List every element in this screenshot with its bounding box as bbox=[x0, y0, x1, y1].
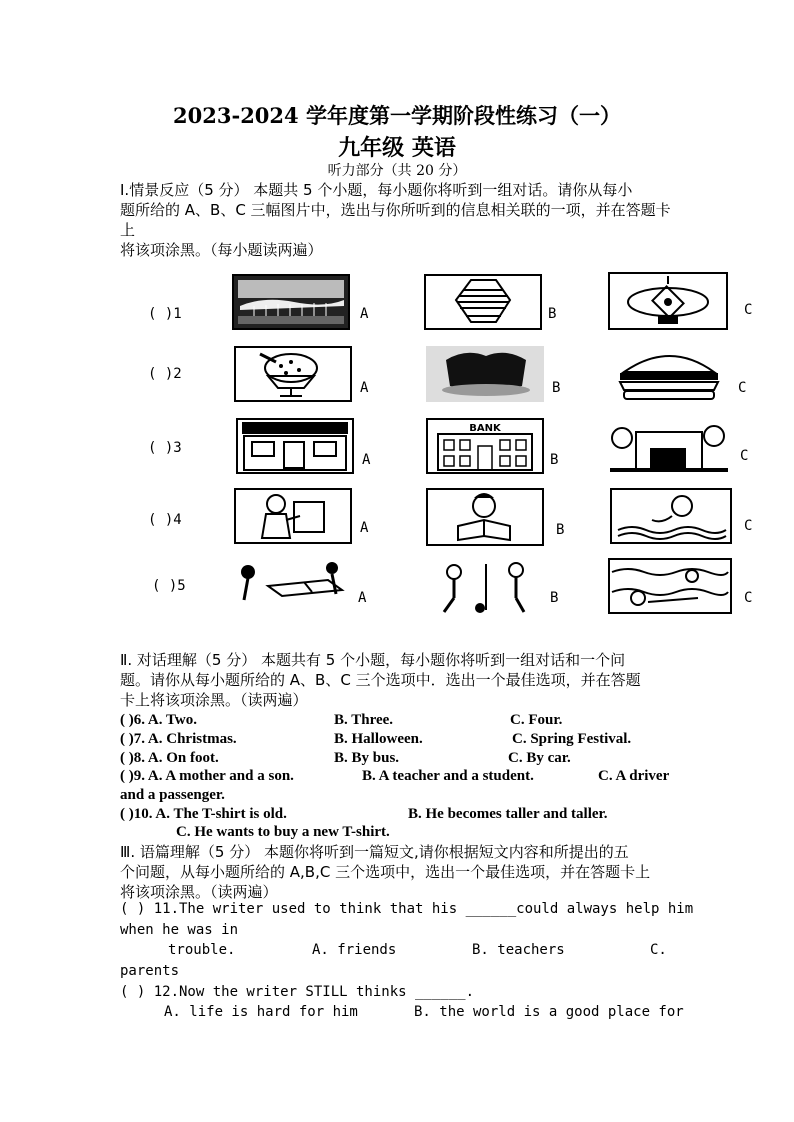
section3-instructions bbox=[120, 842, 680, 902]
question-5-number: ( )5 bbox=[152, 578, 186, 594]
option-3b-label: B bbox=[550, 452, 559, 468]
theater-picture[interactable] bbox=[610, 418, 728, 474]
listening-heading: 听力部分（共 20 分） bbox=[327, 163, 467, 179]
q8-option-b: B. By bus. bbox=[334, 750, 400, 766]
hamburger-illustration bbox=[610, 346, 728, 402]
mooncake-illustration bbox=[426, 346, 544, 402]
q9-option-c: C. A driver bbox=[598, 768, 670, 784]
q12-option-b: B. the world is a good place for bbox=[414, 1004, 684, 1020]
drawing-boy-picture[interactable] bbox=[234, 488, 352, 544]
q11-option-c: C. bbox=[650, 942, 667, 958]
q10-text: ( )10. A. The T-shirt is old. bbox=[120, 806, 287, 822]
bank-illustration bbox=[428, 420, 542, 472]
fu-lantern-picture[interactable] bbox=[608, 272, 728, 330]
ping-pong-illustration bbox=[232, 560, 350, 614]
q10-option-c: C. He wants to buy a new T-shirt. bbox=[176, 824, 390, 840]
q11-option-c-cont: parents bbox=[120, 963, 180, 979]
option-3a-label: A bbox=[362, 452, 371, 468]
q7-option-c: C. Spring Festival. bbox=[512, 731, 632, 747]
option-4c-label: C bbox=[744, 518, 753, 534]
q10-option-b: B. He becomes taller and taller. bbox=[408, 806, 608, 822]
swimming-race-illustration bbox=[608, 558, 732, 614]
option-5a-label: A bbox=[358, 590, 367, 606]
q7-text: ( )7. A. Christmas. bbox=[120, 731, 237, 747]
question-3-number: ( )3 bbox=[148, 440, 182, 456]
bridge-illustration bbox=[234, 276, 348, 328]
section2-line3: 卡上将该项涂黑。（读两遍） bbox=[120, 691, 308, 709]
option-5c-label: C bbox=[744, 590, 753, 606]
q6-option-c: C. Four. bbox=[510, 712, 563, 728]
bank-picture[interactable] bbox=[426, 418, 544, 474]
swimming-boy-picture[interactable] bbox=[610, 488, 732, 544]
option-4a-label: A bbox=[360, 520, 369, 536]
reading-boy-picture[interactable] bbox=[426, 488, 544, 546]
hamburger-picture[interactable] bbox=[610, 346, 728, 402]
page-subtitle: 九年级 英语 bbox=[338, 135, 456, 161]
q6-option-b: B. Three. bbox=[334, 712, 394, 728]
option-2c-label: C bbox=[738, 380, 747, 396]
q9-option-c-cont: and a passenger. bbox=[120, 787, 225, 803]
option-1c-label: C bbox=[744, 302, 753, 318]
theater-illustration bbox=[610, 418, 728, 474]
fu-lantern-illustration bbox=[610, 274, 726, 328]
option-2a-label: A bbox=[360, 380, 369, 396]
option-2b-label: B bbox=[552, 380, 561, 396]
shop-picture[interactable] bbox=[236, 418, 354, 474]
q8-option-c: C. By car. bbox=[508, 750, 571, 766]
section3-line3: 将该项涂黑。（读两遍） bbox=[120, 883, 278, 901]
option-3c-label: C bbox=[740, 448, 749, 464]
q9-text: ( )9. A. A mother and a son. bbox=[120, 768, 294, 784]
section2-instructions bbox=[120, 650, 680, 710]
q9-option-b: B. A teacher and a student. bbox=[362, 768, 534, 784]
page-title: 2023-2024 学年度第一学期阶段性练习（一） bbox=[173, 103, 621, 128]
section3-line1: Ⅲ. 语篇理解（5 分） 本题你将听到一篇短文,请你根据短文内容和所提出的五 bbox=[120, 843, 629, 861]
q11-trouble: trouble. bbox=[168, 942, 236, 958]
lantern-illustration bbox=[426, 276, 540, 328]
reading-boy-illustration bbox=[428, 490, 542, 544]
section2-line1: Ⅱ. 对话理解（5 分） 本题共有 5 个小题，每小题你将听到一组对话和一个问 bbox=[120, 651, 626, 669]
section3-line2: 个问题，从每小题所给的 A,B,C 三个选项中，选出一个最佳选项，并在答题卡上 bbox=[120, 863, 651, 881]
question-2-number: ( )2 bbox=[148, 366, 182, 382]
section1-line2: 题所给的 A、B、C 三幅图片中，选出与你所听到的信息相关联的一项，并在答题卡上 bbox=[120, 201, 671, 239]
section1-line3: 将该项涂黑。（每小题读两遍） bbox=[120, 241, 323, 259]
football-picture[interactable] bbox=[424, 560, 544, 616]
q11-option-b: B. teachers bbox=[472, 942, 565, 958]
q6-text: ( )6. A. Two. bbox=[120, 712, 197, 728]
swimming-race-picture[interactable] bbox=[608, 558, 732, 614]
swimming-boy-illustration bbox=[612, 490, 730, 542]
ice-cream-illustration bbox=[236, 348, 350, 400]
question-4-number: ( )4 bbox=[148, 512, 182, 528]
shop-illustration bbox=[238, 420, 352, 472]
bridge-picture[interactable] bbox=[232, 274, 350, 330]
q11-option-a: A. friends bbox=[312, 942, 397, 958]
section1-instructions bbox=[120, 180, 680, 260]
option-1a-label: A bbox=[360, 306, 369, 322]
bank-sign: BANK bbox=[469, 423, 501, 434]
football-illustration bbox=[424, 560, 544, 616]
option-1b-label: B bbox=[548, 306, 557, 322]
question-1-number: ( )1 bbox=[148, 306, 182, 322]
q11-stem-cont: when he was in bbox=[120, 922, 239, 938]
lantern-picture[interactable] bbox=[424, 274, 542, 330]
drawing-boy-illustration bbox=[236, 490, 350, 542]
option-5b-label: B bbox=[550, 590, 559, 606]
option-4b-label: B bbox=[556, 522, 565, 538]
q11-stem: ( ) 11.The writer used to think that his ______could always help him bbox=[120, 901, 694, 917]
section1-line1: Ⅰ.情景反应（5 分） 本题共 5 个小题，每小题你将听到一组对话。请你从每小 bbox=[120, 181, 633, 199]
q12-stem: ( ) 12.Now the writer STILL thinks ______. bbox=[120, 984, 475, 1000]
q7-option-b: B. Halloween. bbox=[334, 731, 423, 747]
q12-option-a: A. life is hard for him bbox=[164, 1004, 358, 1020]
q8-text: ( )8. A. On foot. bbox=[120, 750, 219, 766]
section2-line2: 题。请你从每小题所给的 A、B、C 三个选项中．选出一个最佳选项，并在答题 bbox=[120, 671, 641, 689]
ice-cream-picture[interactable] bbox=[234, 346, 352, 402]
mooncake-picture[interactable] bbox=[426, 346, 544, 402]
ping-pong-picture[interactable] bbox=[232, 560, 350, 614]
